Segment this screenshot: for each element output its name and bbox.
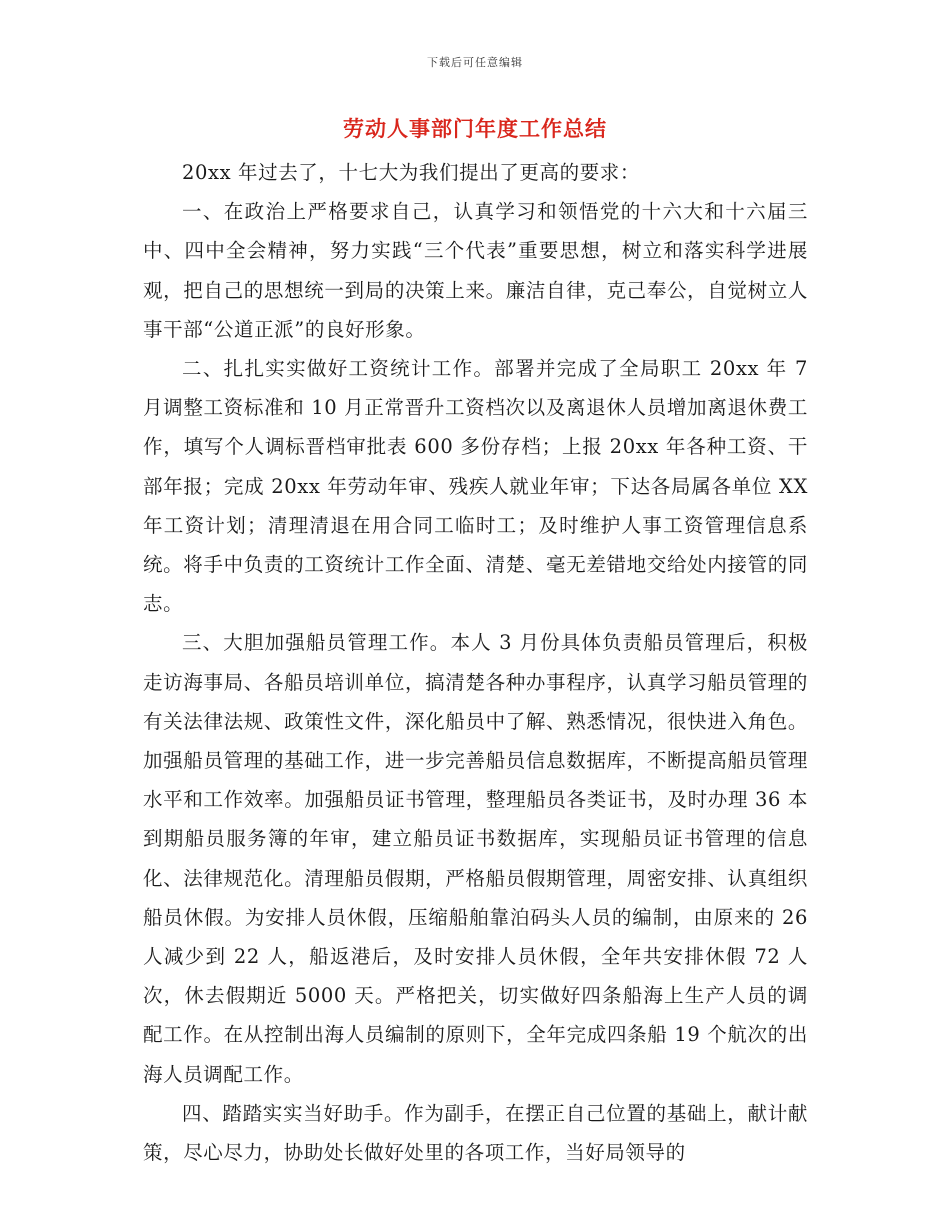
paragraph-section-4: 四、踏踏实实当好助手。作为副手，在摆正自己位置的基础上，献计献策，尽心尽力，协助处长做好处里的各项工作，当好局领导的 [143, 1101, 808, 1165]
document-body [143, 153, 808, 1172]
paragraph-intro: 20xx 年过去了，十七大为我们提出了更高的要求： [182, 161, 641, 184]
paragraph-section-1: 一、在政治上严格要求自己，认真学习和领悟党的十六大和十六届三中、四中全会精神，努力实践“三个代表”重要思想，树立和落实科学进展观，把自己的思想统一到局的决策上来。廉洁自律，克己奉公，自觉树立人事干部“公道正派”的良好形象。 [143, 200, 808, 341]
header-note: 下载后可任意编辑 [427, 56, 523, 69]
document-title: 劳动人事部门年度工作总结 [343, 116, 607, 141]
paragraph-section-3: 三、大胆加强船员管理工作。本人 3 月份具体负责船员管理后，积极走访海事局、各船员培训单位，搞清楚各种办事程序，认真学习船员管理的有关法律法规、政策性文件，深化船员中了解、熟悉情况，很快进入角色。加强船员管理的基础工作，进一步完善船员信息数据库，不断提高船员管理水平和工作效率。加强船员证书管理，整理船员各类证书，及时办理 36 本到期船员服务簿的年审，建立船员证书数据库，实现船员证书管理的信息化、法律规范化。清理船员假期，严格船员假期管理，周密安排、认真组织船员休假。为安排人员休假，压缩船舶靠泊码头人员的编制，由原来的 26 人减少到 22 人，船返港后，及时安排人员休假，全年共安排休假 72 人次，休去假期近 5000 天。严格把关，切实做好四条船海上生产人员的调配工作。在从控制出海人员编制的原则下，全年完成四条船 19 个航次的出海人员调配工作。 [143, 631, 808, 1086]
paragraph-section-2: 二、扎扎实实做好工资统计工作。部署并完成了全局职工 20xx 年 7 月调整工资标准和 10 月正常晋升工资档次以及离退休人员增加离退休费工作，填写个人调标晋档审批表 600 多份存档；上报 20xx 年各种工资、干部年报；完成 20xx 年劳动年审、残疾人就业年审；下达各局属各单位 XX 年工资计划；清理清退在用合同工临时工；及时维护人事工资管理信息系统。将手中负责的工资统计工作全面、清楚、毫无差错地交给处内接管的同志。 [143, 357, 808, 616]
